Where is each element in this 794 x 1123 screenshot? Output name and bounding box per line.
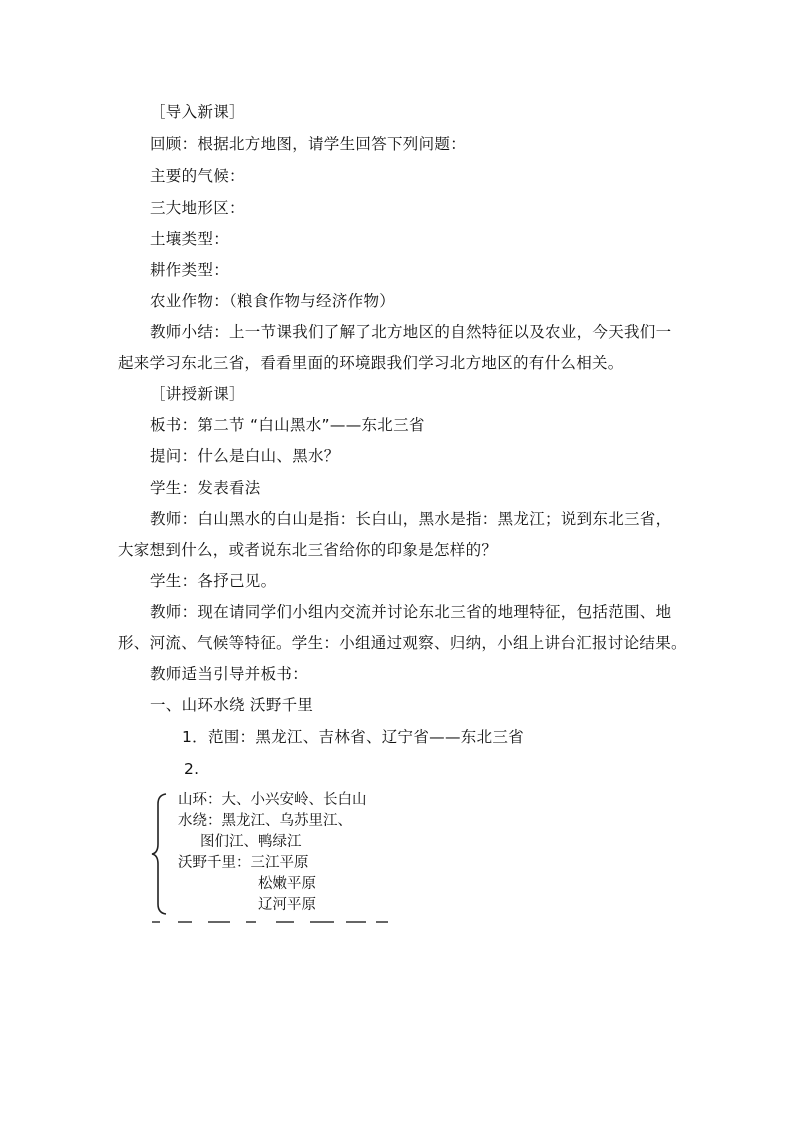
teacher-summary-line-1: 教师小结：上一节课我们了解了北方地区的自然特征以及农业，今天我们一 <box>150 323 672 341</box>
brace-rivers-line-1: 水绕：黑龙江、乌苏里江、 <box>178 813 352 829</box>
heading-intro: ［导入新课］ <box>150 103 245 121</box>
teacher-guide-line: 教师适当引导并板书： <box>150 665 309 683</box>
teacher-summary-line-2: 起来学习东北三省，看看里面的环境跟我们学习北方地区的有什么相关。 <box>118 354 624 372</box>
brace-plains-line-3: 辽河平原 <box>258 897 316 913</box>
board-title-line: 板书：第二节 “白山黑水”——东北三省 <box>150 416 425 434</box>
brace-plains-line-2: 松嫩平原 <box>258 876 316 892</box>
geography-brace-figure <box>150 788 410 918</box>
teacher-line-1b: 大家想到什么，或者说东北三省给你的印象是怎样的？ <box>118 541 498 559</box>
heading-new-lesson: ［讲授新课］ <box>150 385 245 403</box>
left-brace-icon <box>150 792 172 916</box>
teacher-line-2a: 教师：现在请同学们小组内交流并讨论东北三省的地理特征，包括范围、地 <box>150 603 672 621</box>
crops-line: 农业作物：（粮食作物与经济作物） <box>150 292 396 310</box>
farming-line: 耕作类型： <box>150 261 230 279</box>
brace-plains-line-1: 沃野千里：三江平原 <box>178 855 309 871</box>
brace-rivers-line-2: 图们江、鸭绿江 <box>200 834 302 850</box>
cropped-text-remnant <box>150 921 410 927</box>
terrain-line: 三大地形区： <box>150 199 245 217</box>
scope-item: 1．范围：黑龙江、吉林省、辽宁省——东北三省 <box>182 728 524 746</box>
climate-line: 主要的气候： <box>150 167 245 185</box>
teacher-line-2b: 形、河流、气候等特征。学生：小组通过观察、归纳，小组上讲台汇报讨论结果。 <box>118 634 687 652</box>
section-one-heading: 一、山环水绕 沃野千里 <box>150 696 314 714</box>
review-line: 回顾：根据北方地图，请学生回答下列问题： <box>150 135 467 153</box>
teacher-line-1a: 教师：白山黑水的白山是指：长白山，黑水是指：黑龙江；说到东北三省， <box>150 510 672 528</box>
student-line-2: 学生：各抒己见。 <box>150 572 277 590</box>
brace-mountains-line: 山环：大、小兴安岭、长白山 <box>178 792 367 808</box>
student-line-1: 学生：发表看法 <box>150 479 261 497</box>
item-two-label: 2. <box>184 760 200 778</box>
soil-line: 土壤类型： <box>150 230 230 248</box>
question-line: 提问：什么是白山、黑水？ <box>150 447 340 465</box>
